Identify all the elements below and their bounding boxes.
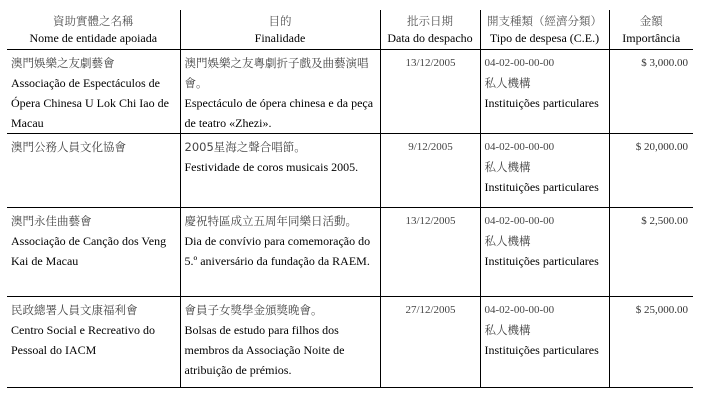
- date-cell: 27/12/2005: [380, 297, 480, 388]
- header-date: [380, 10, 480, 50]
- expense-type-zh: 私人機構: [484, 234, 531, 248]
- header-purpose-pt: Finalidade: [254, 31, 306, 45]
- amount-cell: $ 25,000.00: [609, 297, 693, 388]
- entity-cell: [7, 208, 180, 297]
- entity-name-pt: Associação de Espectáculos de Ópera Chinesa U Lok Chi Iao de Macau: [11, 76, 169, 130]
- expense-code: 04-02-00-00-00: [484, 57, 555, 69]
- expense-type-zh: 私人機構: [484, 160, 531, 174]
- grant-table: [7, 10, 693, 388]
- expense-cell: [480, 134, 609, 208]
- header-purpose: [180, 10, 380, 50]
- table-row: [7, 50, 693, 134]
- entity-name-zh: 澳門永佳曲藝會: [11, 214, 92, 228]
- header-amount: [609, 10, 693, 50]
- entity-name-zh: 澳門娛樂之友劇藝會: [11, 56, 115, 70]
- entity-name-zh: 民政總署人員文康福利會: [11, 303, 138, 317]
- table-row: [7, 297, 693, 388]
- purpose-zh: 澳門娛樂之友粵劇折子戲及曲藝演唱會。: [184, 56, 369, 90]
- expense-code: 04-02-00-00-00: [484, 215, 555, 227]
- entity-cell: [7, 297, 180, 388]
- amount-cell: $ 3,000.00: [609, 50, 693, 134]
- header-entity: [7, 10, 180, 50]
- header-expense: [480, 10, 609, 50]
- purpose-zh: 2005星海之聲合唱節。: [184, 140, 306, 154]
- purpose-cell: [180, 134, 380, 208]
- header-purpose-zh: 目的: [268, 14, 292, 28]
- table-row: [7, 208, 693, 297]
- entity-cell: [7, 50, 180, 134]
- header-amount-pt: Importância: [622, 31, 681, 45]
- header-expense-zh: 開支種類（經濟分類）: [487, 14, 602, 28]
- expense-code: 04-02-00-00-00: [484, 141, 555, 153]
- purpose-cell: [180, 208, 380, 297]
- purpose-cell: [180, 50, 380, 134]
- purpose-zh: 慶祝特區成立五周年同樂日活動。: [184, 214, 357, 228]
- entity-name-pt: Associação de Canção dos Veng Kai de Macau: [11, 234, 167, 268]
- expense-type-zh: 私人機構: [484, 76, 531, 90]
- table-row: [7, 134, 693, 208]
- table-header: [7, 10, 693, 50]
- expense-type-pt: Instituições particulares: [484, 254, 599, 268]
- header-entity-pt: Nome de entidade apoiada: [29, 31, 158, 45]
- expense-cell: [480, 50, 609, 134]
- entity-name-pt: Centro Social e Recreativo do Pessoal do IACM: [11, 323, 155, 357]
- purpose-cell: [180, 297, 380, 388]
- expense-cell: [480, 297, 609, 388]
- date-cell: 13/12/2005: [380, 208, 480, 297]
- date-cell: 13/12/2005: [380, 50, 480, 134]
- header-expense-pt: Tipo de despesa (C.E.): [489, 31, 600, 45]
- expense-type-pt: Instituições particulares: [484, 96, 599, 110]
- purpose-pt: Espectáculo de ópera chinesa e da peça de teatro «Zhezi».: [184, 96, 374, 130]
- amount-cell: $ 2,500.00: [609, 208, 693, 297]
- purpose-pt: Festividade de coros musicais 2005.: [184, 160, 359, 174]
- header-entity-zh: 資助實體之名稱: [53, 14, 134, 28]
- expense-type-zh: 私人機構: [484, 323, 531, 337]
- expense-type-pt: Instituições particulares: [484, 180, 599, 194]
- entity-cell: [7, 134, 180, 208]
- expense-type-pt: Instituições particulares: [484, 343, 599, 357]
- expense-cell: [480, 208, 609, 297]
- date-cell: 9/12/2005: [380, 134, 480, 208]
- purpose-pt: Dia de convívio para comemoração do 5.º aniversário da fundação da RAEM.: [184, 234, 371, 268]
- header-date-zh: 批示日期: [407, 14, 453, 28]
- purpose-pt: Bolsas de estudo para filhos dos membros da Associação Noite de atribuição de prémios.: [184, 323, 345, 377]
- expense-code: 04-02-00-00-00: [484, 304, 555, 316]
- header-date-pt: Data do despacho: [387, 31, 473, 45]
- amount-cell: $ 20,000.00: [609, 134, 693, 208]
- entity-name-zh: 澳門公務人員文化協會: [11, 140, 126, 154]
- purpose-zh: 會員子女獎學金頒獎晚會。: [184, 303, 323, 317]
- header-amount-zh: 金額: [639, 14, 663, 28]
